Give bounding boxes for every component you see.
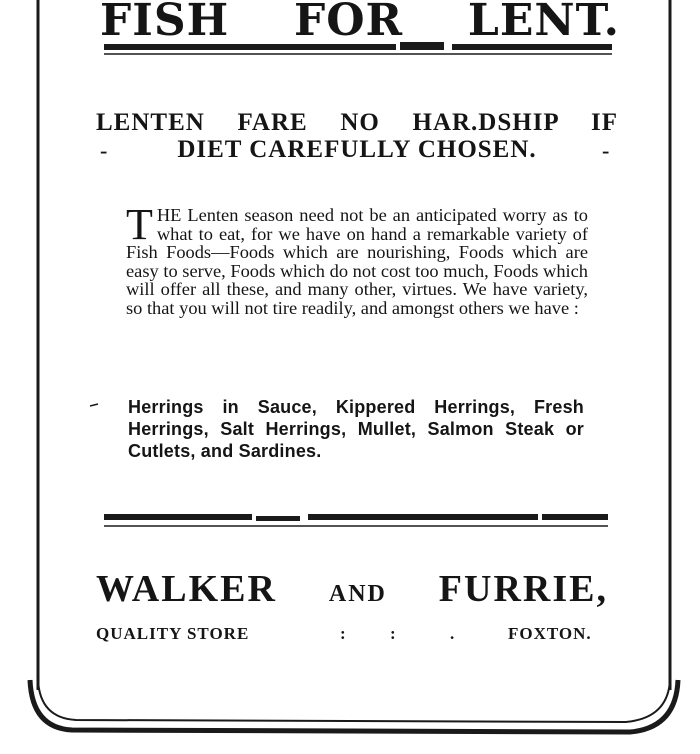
headline-word-for: FOR: [293, 0, 404, 46]
store-name-and: AND: [328, 581, 387, 607]
fish-list: Herrings in Sauce, Kippered Herrings, Fresh Herrings, Salt Herrings, Mullet, Salmon Steak or Cutlets, and Sardines.: [128, 397, 584, 461]
divider-rule-3: [308, 514, 538, 520]
footer-dot: .: [450, 624, 456, 643]
subheadline-line-2: DIET CAREFULLY CHOSEN.: [177, 136, 537, 163]
store-name-part-1: WALKER: [96, 568, 277, 610]
subheadline-line-1: LENTEN FARE NO HAR.DSHIP IF: [96, 109, 618, 136]
bottom-border-inner: [38, 680, 670, 722]
store-name: [96, 567, 608, 611]
footer-town: FOXTON.: [508, 624, 592, 643]
divider-rule-1: [104, 514, 252, 520]
headline: [100, 0, 620, 48]
headline-word-fish: FISH: [100, 0, 230, 46]
divider-rule-4: [542, 514, 608, 520]
footer-colon-1: :: [340, 624, 347, 643]
body-paragraph: [126, 200, 588, 318]
divider-rule-2: [256, 516, 300, 521]
footer-tagline: QUALITY STORE: [96, 624, 250, 643]
margin-mark: [90, 404, 98, 406]
subheadline-dash-right: -: [602, 138, 610, 163]
headline-word-lent: LENT.: [467, 0, 620, 46]
store-name-part-2: FURRIE,: [438, 568, 608, 610]
subheadline-dash-left: -: [100, 138, 108, 163]
drop-cap: T: [126, 200, 153, 249]
footer-colon-2: :: [390, 624, 397, 643]
bottom-border-outer: [30, 680, 678, 732]
body-text: HE Lenten season need not be an anticipated worry as to what to eat, for we have on hand a remarkable variety of Fish Foods—Foods which are nourishing, Foods which are easy to serve, Foods which do not cost too much, Foods which will offer all these, and many other, virtues. We have variety, so that you will not tire readily, and amongst others we have :: [126, 205, 588, 318]
